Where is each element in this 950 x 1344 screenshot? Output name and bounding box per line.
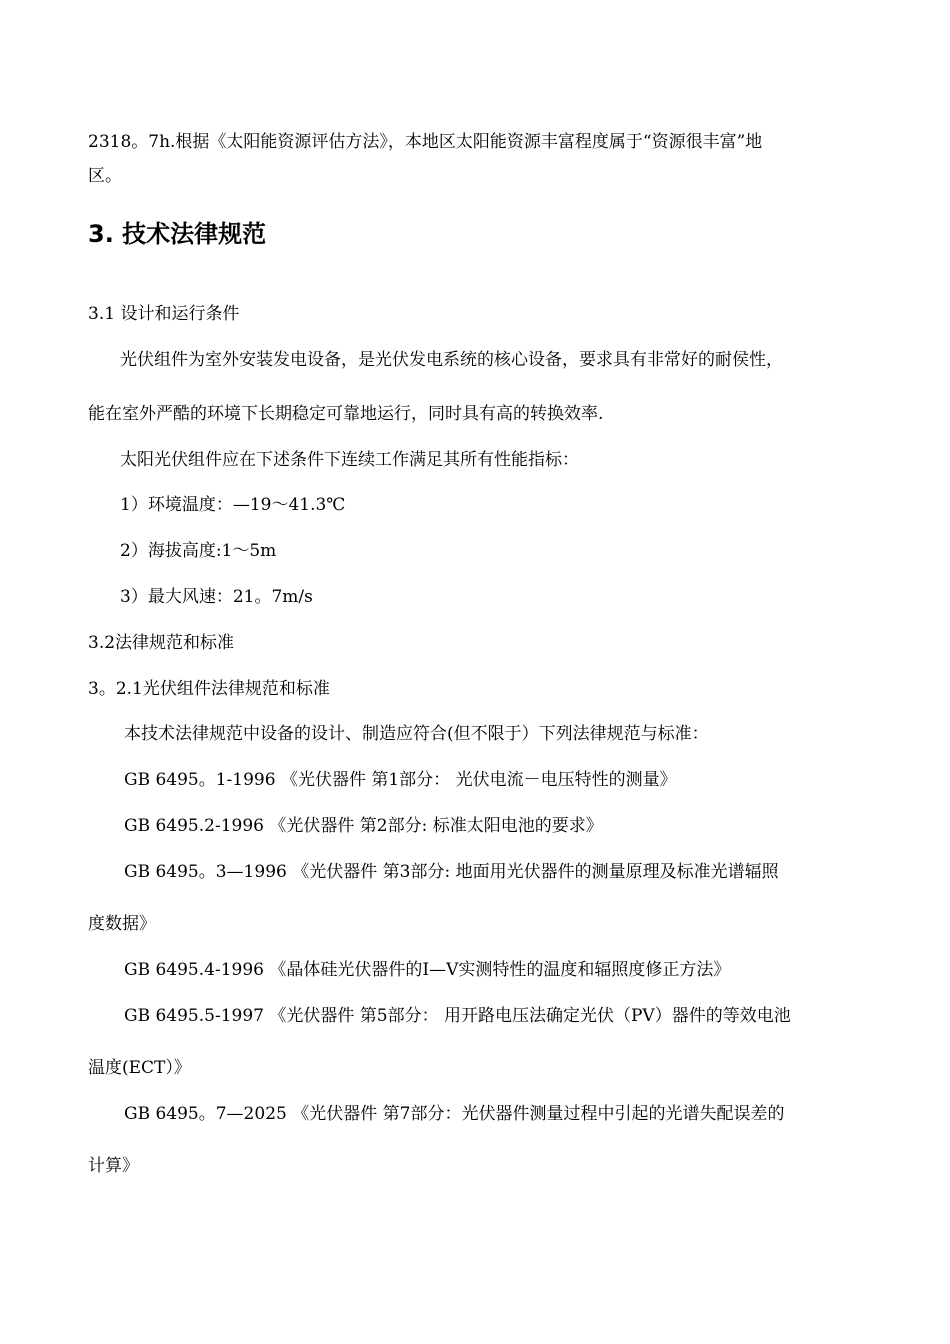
standard-item: 计算》 <box>88 1156 139 1176</box>
standard-item: 温度(ECT）》 <box>88 1058 191 1078</box>
list-item: 3）最大风速：21。7m/s <box>120 587 313 607</box>
standard-item: GB 6495。3—1996 《光伏器件 第3部分: 地面用光伏器件的测量原理及标准光谱辐照 <box>124 862 779 882</box>
subsection-heading: 3.1 设计和运行条件 <box>88 304 240 324</box>
paragraph-line: 区。 <box>88 166 122 186</box>
standard-item: GB 6495。7—2025 《光伏器件 第7部分：光伏器件测量过程中引起的光谱失配误差的 <box>124 1104 785 1124</box>
subsection-heading: 3。2.1光伏组件法律规范和标准 <box>88 679 330 699</box>
paragraph-line: 光伏组件为室外安装发电设备，是光伏发电系统的核心设备，要求具有非常好的耐侯性， <box>120 350 783 370</box>
list-item: 1）环境温度：—19～41.3℃ <box>120 495 346 515</box>
paragraph-line: 2318。7h.根据《太阳能资源评估方法》，本地区太阳能资源丰富程度属于“资源很丰富”地 <box>88 132 763 152</box>
subsection-heading: 3.2法律规范和标准 <box>88 633 235 653</box>
standard-item: 度数据》 <box>88 914 156 934</box>
list-item: 2）海拔高度:1～5m <box>120 541 277 561</box>
standard-item: GB 6495。1-1996 《光伏器件 第1部分： 光伏电流－电压特性的测量》 <box>124 770 677 790</box>
standard-item: GB 6495.2-1996 《光伏器件 第2部分: 标准太阳电池的要求》 <box>124 816 603 836</box>
standard-item: GB 6495.4-1996 《晶体硅光伏器件的I—V实测特性的温度和辐照度修正方法》 <box>124 960 731 980</box>
section-heading: 3. 技术法律规范 <box>88 220 267 248</box>
paragraph-line: 能在室外严酷的环境下长期稳定可靠地运行，同时具有高的转换效率. <box>88 404 604 424</box>
paragraph-line: 本技术法律规范中设备的设计、制造应符合(但不限于）下列法律规范与标准： <box>124 724 709 744</box>
paragraph-line: 太阳光伏组件应在下述条件下连续工作满足其所有性能指标： <box>120 450 579 470</box>
standard-item: GB 6495.5-1997 《光伏器件 第5部分： 用开路电压法确定光伏（PV）器件的等效电池 <box>124 1006 791 1026</box>
